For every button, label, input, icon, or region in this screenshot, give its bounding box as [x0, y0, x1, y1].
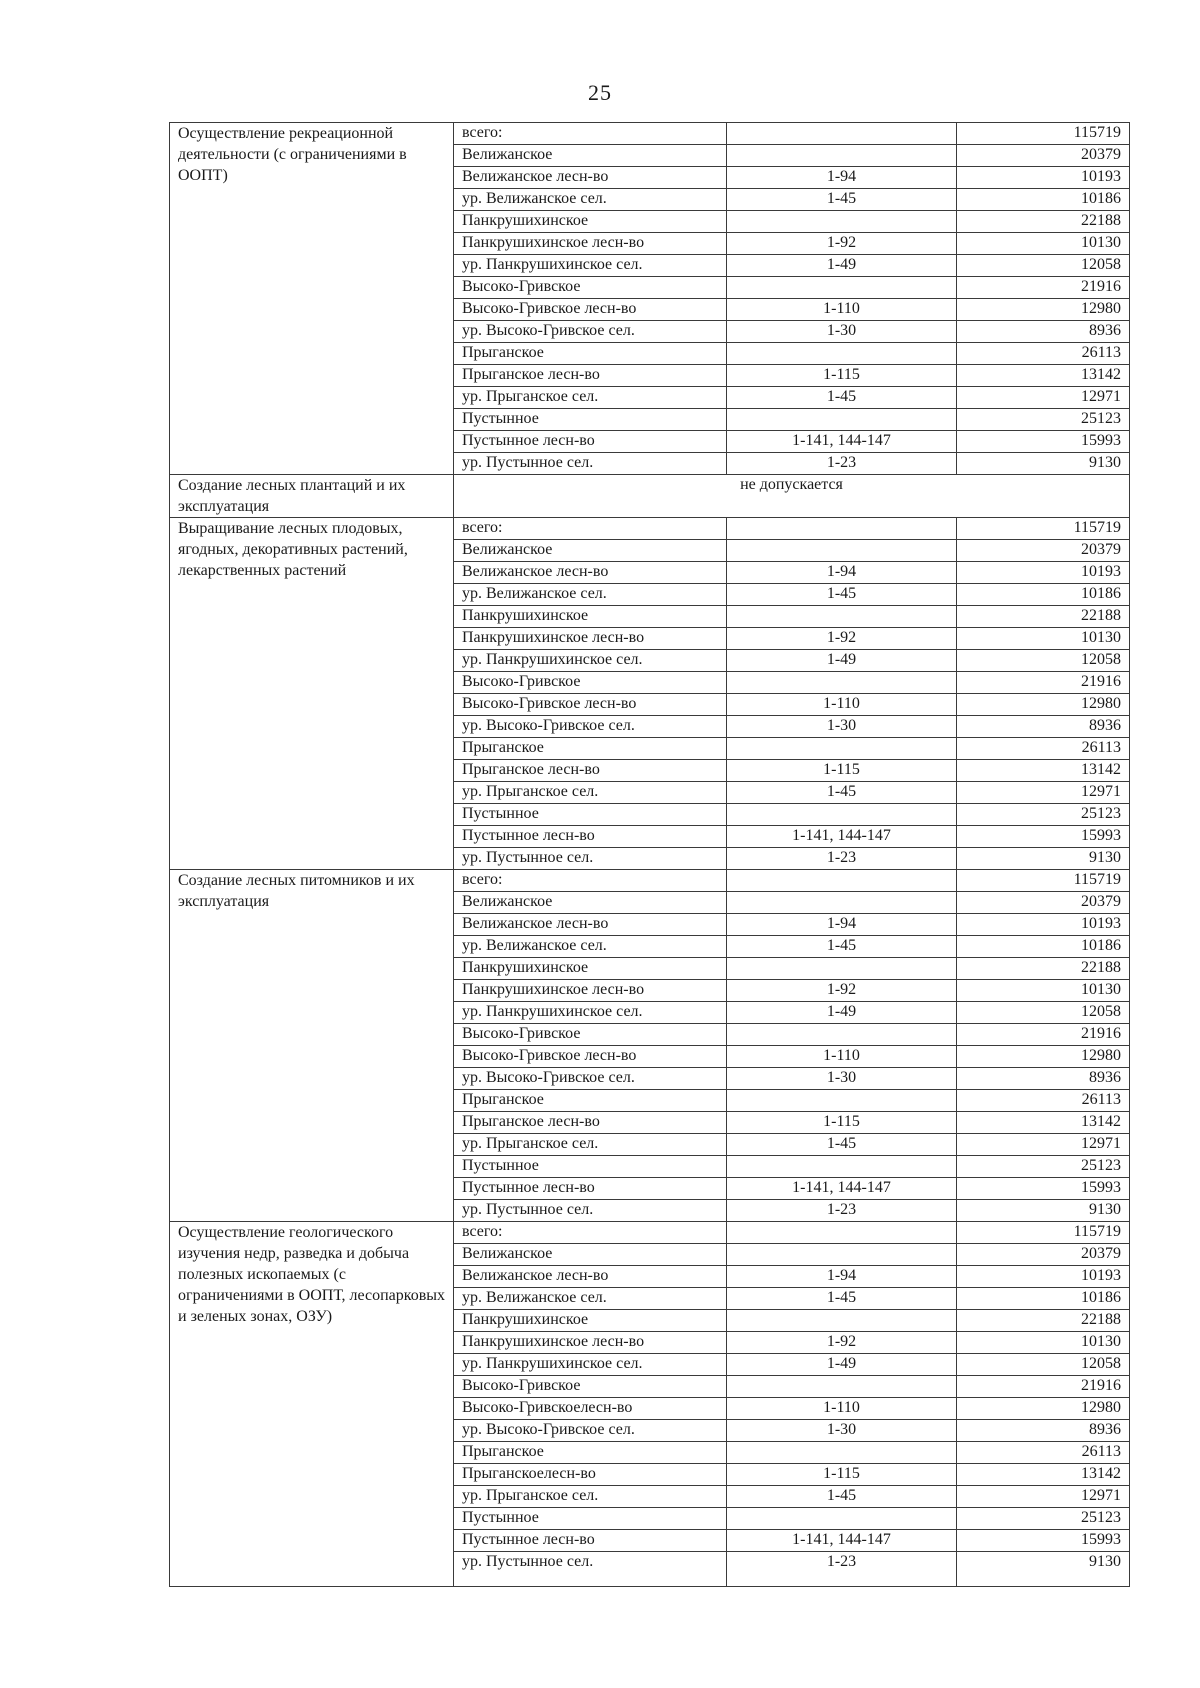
quarters-cell: 1-30	[727, 1068, 957, 1090]
quarters-cell	[727, 606, 957, 628]
sector-cell: ур. Высоко-Гривское сел.	[454, 321, 727, 343]
area-cell: 12058	[957, 1354, 1130, 1376]
quarters-cell: 1-92	[727, 628, 957, 650]
area-cell: 25123	[957, 804, 1130, 826]
area-cell: 22188	[957, 1310, 1130, 1332]
quarters-cell	[727, 277, 957, 299]
quarters-cell: 1-45	[727, 1486, 957, 1508]
area-cell: 10130	[957, 628, 1130, 650]
area-cell: 10193	[957, 914, 1130, 936]
quarters-cell: 1-141, 144-147	[727, 1530, 957, 1552]
forest-use-table	[169, 122, 1130, 1587]
area-cell: 8936	[957, 1068, 1130, 1090]
table-row	[170, 475, 1130, 518]
quarters-cell: 1-30	[727, 1420, 957, 1442]
quarters-cell: 1-115	[727, 365, 957, 387]
area-cell: 20379	[957, 145, 1130, 167]
quarters-cell: 1-49	[727, 255, 957, 277]
quarters-cell: 1-45	[727, 782, 957, 804]
quarters-cell: 1-45	[727, 1134, 957, 1156]
area-cell: 20379	[957, 892, 1130, 914]
quarters-cell: 1-92	[727, 1332, 957, 1354]
area-cell: 26113	[957, 738, 1130, 760]
area-cell: 26113	[957, 1090, 1130, 1112]
quarters-cell: 1-141, 144-147	[727, 826, 957, 848]
quarters-cell: 1-94	[727, 167, 957, 189]
quarters-cell	[727, 870, 957, 892]
quarters-cell: 1-141, 144-147	[727, 1178, 957, 1200]
sector-cell: Панкрушихинское	[454, 1310, 727, 1332]
sector-cell: ур. Велижанское сел.	[454, 584, 727, 606]
quarters-cell	[727, 804, 957, 826]
quarters-cell	[727, 1508, 957, 1530]
area-cell: 21916	[957, 1024, 1130, 1046]
area-cell: 12980	[957, 1046, 1130, 1068]
area-cell: 21916	[957, 277, 1130, 299]
sector-cell: Велижанское лесн-во	[454, 914, 727, 936]
area-cell: 10186	[957, 936, 1130, 958]
area-cell: 10130	[957, 233, 1130, 255]
area-cell: 20379	[957, 540, 1130, 562]
sector-cell: всего:	[454, 1222, 727, 1244]
area-cell: 10186	[957, 584, 1130, 606]
quarters-cell	[727, 343, 957, 365]
sector-cell: Пустынное лесн-во	[454, 826, 727, 848]
sector-cell: Высоко-Гривское лесн-во	[454, 1046, 727, 1068]
sector-cell: ур. Пустынное сел.	[454, 848, 727, 870]
quarters-cell: 1-94	[727, 562, 957, 584]
sector-cell: Пустынное	[454, 804, 727, 826]
quarters-cell: 1-49	[727, 650, 957, 672]
area-cell: 22188	[957, 606, 1130, 628]
quarters-cell: 1-23	[727, 453, 957, 475]
sector-cell: ур. Панкрушихинское сел.	[454, 1354, 727, 1376]
quarters-cell	[727, 409, 957, 431]
sector-cell: Велижанское	[454, 1244, 727, 1266]
sector-cell: ур. Высоко-Гривское сел.	[454, 1068, 727, 1090]
sector-cell: Велижанское	[454, 892, 727, 914]
quarters-cell	[727, 738, 957, 760]
area-cell: 12980	[957, 1398, 1130, 1420]
area-cell: 26113	[957, 343, 1130, 365]
quarters-cell: 1-141, 144-147	[727, 431, 957, 453]
area-cell: 10193	[957, 562, 1130, 584]
sector-cell: ур. Прыганское сел.	[454, 782, 727, 804]
sector-cell: ур. Велижанское сел.	[454, 1288, 727, 1310]
area-cell: 12971	[957, 782, 1130, 804]
sector-cell: Прыганское лесн-во	[454, 1112, 727, 1134]
area-cell: 115719	[957, 518, 1130, 540]
area-cell: 12980	[957, 299, 1130, 321]
table-row	[170, 870, 1130, 892]
area-cell: 10186	[957, 189, 1130, 211]
area-cell: 12058	[957, 255, 1130, 277]
quarters-cell	[727, 211, 957, 233]
quarters-cell	[727, 1442, 957, 1464]
area-cell: 13142	[957, 1464, 1130, 1486]
quarters-cell: 1-92	[727, 980, 957, 1002]
quarters-cell	[727, 1222, 957, 1244]
area-cell: 12971	[957, 387, 1130, 409]
sector-cell: Прыганское	[454, 738, 727, 760]
area-cell: 9130	[957, 848, 1130, 870]
sector-cell: ур. Прыганское сел.	[454, 387, 727, 409]
table-body	[170, 123, 1130, 1587]
area-cell: 15993	[957, 431, 1130, 453]
sector-cell: Пустынное	[454, 1508, 727, 1530]
sector-cell: ур. Высоко-Гривское сел.	[454, 716, 727, 738]
area-cell: 10130	[957, 980, 1130, 1002]
area-cell: 9130	[957, 1552, 1130, 1587]
quarters-cell: 1-45	[727, 189, 957, 211]
area-cell: 12058	[957, 650, 1130, 672]
sector-cell: Панкрушихинское	[454, 958, 727, 980]
table-row	[170, 123, 1130, 145]
area-cell: 22188	[957, 211, 1130, 233]
sector-cell: Велижанское	[454, 145, 727, 167]
sector-cell: Велижанское лесн-во	[454, 1266, 727, 1288]
quarters-cell: 1-110	[727, 1046, 957, 1068]
table-row	[170, 518, 1130, 540]
sector-cell: Панкрушихинское лесн-во	[454, 628, 727, 650]
quarters-cell: 1-94	[727, 1266, 957, 1288]
quarters-cell	[727, 540, 957, 562]
quarters-cell: 1-92	[727, 233, 957, 255]
sector-cell: Прыганское лесн-во	[454, 365, 727, 387]
area-cell: 15993	[957, 1530, 1130, 1552]
quarters-cell	[727, 1024, 957, 1046]
note-cell: не допускается	[454, 475, 1130, 518]
area-cell: 12971	[957, 1134, 1130, 1156]
area-cell: 115719	[957, 870, 1130, 892]
activity-cell: Осуществление рекреационной деятельности (с ограничениями в ООПТ)	[170, 123, 454, 475]
area-cell: 13142	[957, 760, 1130, 782]
quarters-cell	[727, 1156, 957, 1178]
sector-cell: ур. Прыганское сел.	[454, 1486, 727, 1508]
sector-cell: Пустынное	[454, 1156, 727, 1178]
area-cell: 15993	[957, 1178, 1130, 1200]
quarters-cell: 1-94	[727, 914, 957, 936]
quarters-cell: 1-23	[727, 1552, 957, 1587]
quarters-cell: 1-23	[727, 848, 957, 870]
area-cell: 10193	[957, 167, 1130, 189]
quarters-cell	[727, 1376, 957, 1398]
sector-cell: Высоко-Гривское лесн-во	[454, 299, 727, 321]
sector-cell: Высоко-Гривское	[454, 672, 727, 694]
sector-cell: ур. Пустынное сел.	[454, 453, 727, 475]
area-cell: 9130	[957, 453, 1130, 475]
sector-cell: ур. Прыганское сел.	[454, 1134, 727, 1156]
sector-cell: всего:	[454, 518, 727, 540]
quarters-cell	[727, 958, 957, 980]
sector-cell: Велижанское	[454, 540, 727, 562]
quarters-cell: 1-30	[727, 716, 957, 738]
quarters-cell: 1-115	[727, 1464, 957, 1486]
quarters-cell: 1-49	[727, 1002, 957, 1024]
quarters-cell	[727, 892, 957, 914]
quarters-cell	[727, 145, 957, 167]
sector-cell: Высоко-Гривское	[454, 1376, 727, 1398]
sector-cell: Пустынное лесн-во	[454, 1178, 727, 1200]
sector-cell: Прыганское лесн-во	[454, 760, 727, 782]
sector-cell: Велижанское лесн-во	[454, 167, 727, 189]
sector-cell: Высоко-Гривское	[454, 1024, 727, 1046]
sector-cell: Панкрушихинское лесн-во	[454, 233, 727, 255]
area-cell: 115719	[957, 1222, 1130, 1244]
sector-cell: ур. Панкрушихинское сел.	[454, 650, 727, 672]
sector-cell: Прыганское	[454, 1090, 727, 1112]
quarters-cell	[727, 1310, 957, 1332]
sector-cell: ур. Панкрушихинское сел.	[454, 1002, 727, 1024]
sector-cell: Панкрушихинское	[454, 211, 727, 233]
area-cell: 13142	[957, 1112, 1130, 1134]
sector-cell: ур. Велижанское сел.	[454, 936, 727, 958]
area-cell: 9130	[957, 1200, 1130, 1222]
quarters-cell: 1-110	[727, 299, 957, 321]
area-cell: 8936	[957, 321, 1130, 343]
sector-cell: Панкрушихинское лесн-во	[454, 1332, 727, 1354]
quarters-cell: 1-45	[727, 936, 957, 958]
sector-cell: Панкрушихинское лесн-во	[454, 980, 727, 1002]
quarters-cell	[727, 1090, 957, 1112]
sector-cell: Велижанское лесн-во	[454, 562, 727, 584]
area-cell: 12971	[957, 1486, 1130, 1508]
area-cell: 8936	[957, 1420, 1130, 1442]
area-cell: 26113	[957, 1442, 1130, 1464]
area-cell: 13142	[957, 365, 1130, 387]
area-cell: 21916	[957, 1376, 1130, 1398]
sector-cell: ур. Велижанское сел.	[454, 189, 727, 211]
sector-cell: Пустынное лесн-во	[454, 431, 727, 453]
area-cell: 10193	[957, 1266, 1130, 1288]
area-cell: 8936	[957, 716, 1130, 738]
quarters-cell: 1-49	[727, 1354, 957, 1376]
activity-cell: Выращивание лесных плодовых, ягодных, декоративных растений, лекарственных растений	[170, 518, 454, 870]
sector-cell: Пустынное	[454, 409, 727, 431]
quarters-cell: 1-110	[727, 694, 957, 716]
area-cell: 115719	[957, 123, 1130, 145]
sector-cell: всего:	[454, 870, 727, 892]
page-number: 25	[588, 80, 612, 105]
sector-cell: ур. Панкрушихинское сел.	[454, 255, 727, 277]
quarters-cell	[727, 672, 957, 694]
activity-cell: Создание лесных питомников и их эксплуатация	[170, 870, 454, 1222]
area-cell: 10130	[957, 1332, 1130, 1354]
quarters-cell: 1-45	[727, 387, 957, 409]
activity-cell: Осуществление геологического изучения недр, разведка и добыча полезных ископаемых (с ограничениями в ООПТ, лесопарковых и зеленых зонах, ОЗУ)	[170, 1222, 454, 1587]
sector-cell: ур. Высоко-Гривское сел.	[454, 1420, 727, 1442]
sector-cell: Высоко-Гривское	[454, 277, 727, 299]
sector-cell: Прыганское	[454, 343, 727, 365]
area-cell: 10186	[957, 1288, 1130, 1310]
area-cell: 21916	[957, 672, 1130, 694]
area-cell: 25123	[957, 1508, 1130, 1530]
table-row	[170, 1222, 1130, 1244]
area-cell: 25123	[957, 1156, 1130, 1178]
sector-cell: Прыганское	[454, 1442, 727, 1464]
sector-cell: ур. Пустынное сел.	[454, 1200, 727, 1222]
area-cell: 15993	[957, 826, 1130, 848]
sector-cell: Панкрушихинское	[454, 606, 727, 628]
quarters-cell: 1-45	[727, 584, 957, 606]
activity-cell: Создание лесных плантаций и их эксплуатация	[170, 475, 454, 518]
sector-cell: всего:	[454, 123, 727, 145]
quarters-cell: 1-115	[727, 760, 957, 782]
sector-cell: Высоко-Гривскоелесн-во	[454, 1398, 727, 1420]
sector-cell: ур. Пустынное сел.	[454, 1552, 727, 1587]
quarters-cell: 1-110	[727, 1398, 957, 1420]
quarters-cell	[727, 1244, 957, 1266]
sector-cell: Пустынное лесн-во	[454, 1530, 727, 1552]
quarters-cell: 1-45	[727, 1288, 957, 1310]
area-cell: 25123	[957, 409, 1130, 431]
sector-cell: Высоко-Гривское лесн-во	[454, 694, 727, 716]
quarters-cell	[727, 123, 957, 145]
area-cell: 12058	[957, 1002, 1130, 1024]
quarters-cell: 1-30	[727, 321, 957, 343]
quarters-cell	[727, 518, 957, 540]
area-cell: 22188	[957, 958, 1130, 980]
quarters-cell: 1-23	[727, 1200, 957, 1222]
area-cell: 20379	[957, 1244, 1130, 1266]
sector-cell: Прыганскоелесн-во	[454, 1464, 727, 1486]
quarters-cell: 1-115	[727, 1112, 957, 1134]
area-cell: 12980	[957, 694, 1130, 716]
